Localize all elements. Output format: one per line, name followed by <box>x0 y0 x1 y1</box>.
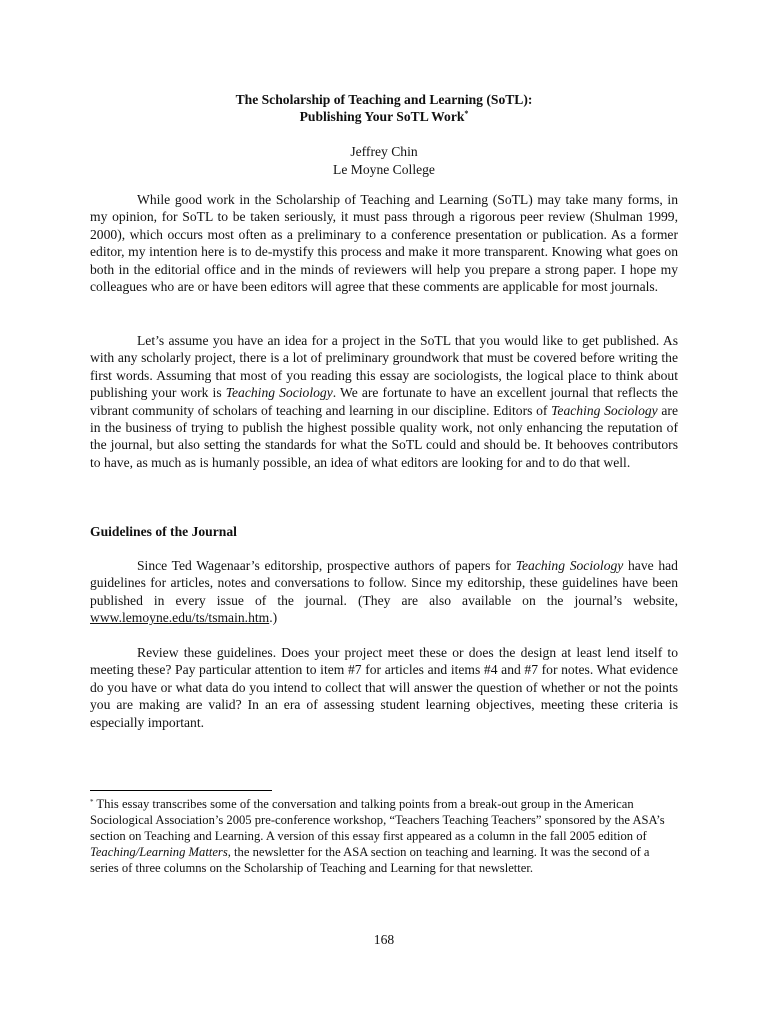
footnote-part: , the newsletter for the ASA section on teaching and learning. It was the second of a series of three columns on the Scholarship of Teaching and Learning for that newsletter. <box>90 845 650 875</box>
paragraph-2-part: . We are fortunate to have an excellent journal that reflects the vibrant community of scholars of teaching and learning in our discipline. Editors of <box>90 385 678 418</box>
document-title <box>0 91 768 125</box>
author-affiliation: Le Moyne College <box>333 161 435 177</box>
newsletter-name-italic: Teaching/Learning Matters <box>90 845 228 859</box>
title-footnote-marker: * <box>464 109 469 118</box>
title-line-2 <box>0 108 768 125</box>
paragraph-2-text <box>90 332 678 471</box>
journal-name-italic: Teaching Sociology <box>515 558 624 573</box>
journal-name-italic: Teaching Sociology <box>225 385 333 401</box>
paragraph-2-part: are in the business of trying to publish the highest possible quality work, not only enhancing the reputation of the journal, but also setting the standards for what the SoTL could and should be. It behooves contributors to have, as much as is humanly possible, an idea of what editors are looking for and to do that well. <box>90 402 678 470</box>
paragraph-4 <box>90 644 678 731</box>
journal-website-link[interactable]: www.lemoyne.edu/ts/tsmain.htm <box>90 610 270 626</box>
paragraph-3-part: have had guidelines for articles, notes and conversations to follow. Since my editorship, these guidelines have been published in every issue of the journal. (They are also available on the journal’s website, <box>90 558 678 608</box>
author-name: Jeffrey Chin <box>350 144 418 159</box>
paragraph-4-text: Review these guidelines. Does your project meet these or does the design at least lend itself to meeting these? Pay particular attention to item #7 for articles and items #4 and #7 for notes. What evidence do you have or what data do you intend to collect that will answer the question of whether or not the points you are making are valid? In an era of assessing student learning objectives, meeting these criteria is especially important. <box>90 645 678 730</box>
paragraph-1 <box>90 191 678 295</box>
title-line-1: The Scholarship of Teaching and Learning (SoTL): <box>235 92 533 107</box>
title-text: Publishing Your SoTL Work <box>299 109 465 124</box>
author-block <box>0 143 768 178</box>
paragraph-3-part: Since Ted Wagenaar’s editorship, prospective authors of papers for <box>137 558 516 573</box>
paragraph-3-part: .) <box>269 610 278 626</box>
footnote-divider <box>90 790 272 791</box>
section-heading: Guidelines of the Journal <box>90 524 237 539</box>
paragraph-3 <box>90 557 678 627</box>
footnote-part: This essay transcribes some of the conversation and talking points from a break-out group in the American Sociological Association’s 2005 pre-conference workshop, “Teachers Teaching Teachers” sponsored by the ASA’s section on Teaching and Learning. A version of this essay first appeared as a column in the fall 2005 edition of <box>90 797 665 843</box>
paragraph-2 <box>90 332 678 471</box>
paragraph-3-text <box>90 557 678 627</box>
paragraph-1-text: While good work in the Scholarship of Teaching and Learning (SoTL) may take many forms, in my opinion, for SoTL to be taken seriously, it must pass through a rigorous peer review (Shulman 1999, 2000), which occurs most often as a preliminary to a conference presentation or publication. As a former editor, my intention here is to de-mystify this process and make it more transparent. Knowing what goes on both in the editorial office and in the minds of reviewers will help you prepare a strong paper. I hope my colleagues who are or have been editors will agree that these comments are applicable for most journals. <box>90 192 678 295</box>
footnote <box>90 796 678 876</box>
journal-name-italic: Teaching Sociology <box>551 402 658 418</box>
footnote-marker: * <box>90 798 94 806</box>
paragraph-2-part: Let’s assume you have an idea for a project in the SoTL that you would like to get published. As with any scholarly project, there is a lot of preliminary groundwork that must be covered before writing the first words. Assuming that most of you reading this essay are sociologists, the logical place to think about publishing your work is <box>90 333 678 401</box>
page-number: 168 <box>373 932 395 947</box>
